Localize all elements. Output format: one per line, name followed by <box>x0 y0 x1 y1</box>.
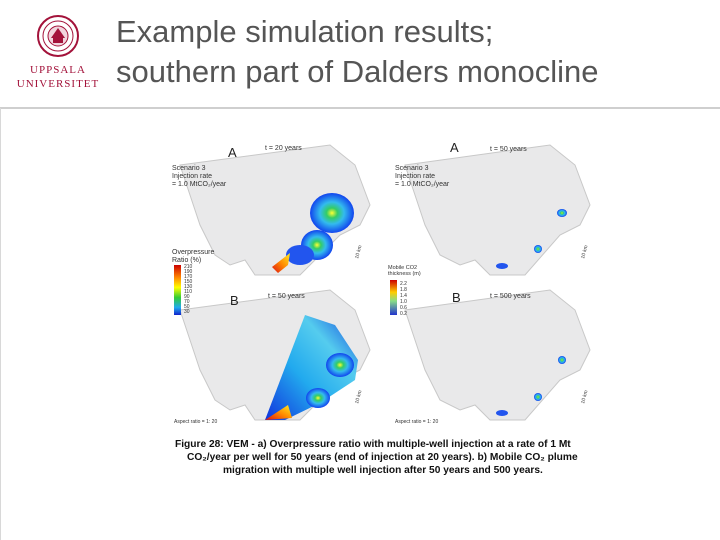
legend-value: 0.2 <box>400 311 407 317</box>
legend-title-line: Overpressure <box>172 249 215 256</box>
slide-title <box>116 12 598 92</box>
legend-value: 130 <box>184 284 193 290</box>
legend-value: 110 <box>184 289 192 295</box>
scenario-note-1 <box>172 165 226 189</box>
legend-value: 0.6 <box>400 305 407 311</box>
time-label-1: t = 20 years <box>265 145 302 152</box>
scale-label-4: 10 km <box>580 389 590 405</box>
legend-value: 90 <box>184 294 190 300</box>
co2-legend-title <box>388 265 421 277</box>
scenario-note-2 <box>395 165 449 189</box>
header-divider <box>0 107 720 109</box>
uppsala-logo <box>10 10 106 102</box>
legend-title-line: Mobile CO2 <box>388 265 418 271</box>
legend-value: 50 <box>184 304 190 310</box>
panel-label-1: A <box>228 145 237 160</box>
legend-value: 1.8 <box>400 287 407 293</box>
co2-legend-bar <box>390 280 397 315</box>
legend-value: 190 <box>184 269 193 275</box>
co2-legend-values <box>400 281 407 317</box>
overpressure-legend-title <box>172 249 214 265</box>
legend-value: 1.0 <box>400 299 407 305</box>
panel-label-2: A <box>450 140 459 155</box>
caption-line-2: CO₂/year per well for 50 years (end of injection at 20 years). b) Mobile CO₂ plume <box>187 452 578 463</box>
legend-title-line: thickness (m) <box>388 271 421 277</box>
aspect-ratio-label-1: Aspect ratio = 1: 20 <box>174 419 218 425</box>
title-line-2: southern part of Dalders monocline <box>116 54 599 89</box>
logo-line-1: UPPSALA <box>30 64 86 76</box>
simulation-figure <box>160 135 610 480</box>
title-line-1: Example simulation results; <box>116 14 494 49</box>
scale-label-1: 10 km <box>354 244 364 260</box>
figure-caption <box>175 438 625 477</box>
time-label-3: t = 50 years <box>268 293 305 300</box>
scenario-line: Injection rate <box>395 173 436 180</box>
overpressure-legend-bar <box>174 265 181 315</box>
panel-b-50-years <box>180 290 370 420</box>
scale-label-3: 10 km <box>354 389 364 405</box>
legend-value: 30 <box>184 309 190 315</box>
caption-line-1: Figure 28: VEM - a) Overpressure ratio with multiple-well injection at a rate of 1 Mt <box>175 439 571 450</box>
panel-b-500-years <box>405 290 590 420</box>
simulation-maps <box>160 135 610 435</box>
panel-label-3: B <box>230 293 239 308</box>
time-label-4: t = 500 years <box>490 293 531 300</box>
legend-title-line: Ratio (%) <box>172 257 202 264</box>
left-border <box>0 108 1 540</box>
scenario-line: Scenario 3 <box>395 165 429 172</box>
panel-label-4: B <box>452 290 461 305</box>
scenario-line: = 1.0 MtCO₂/year <box>172 181 227 188</box>
logo-line-2: UNIVERSITET <box>16 78 100 90</box>
time-label-2: t = 50 years <box>490 146 527 153</box>
scenario-line: Scenario 3 <box>172 165 206 172</box>
caption-line-3: migration with multiple well injection after 50 years and 500 years. <box>223 465 543 476</box>
legend-value: 70 <box>184 299 190 305</box>
legend-value: 210 <box>184 264 193 270</box>
overpressure-legend-values <box>184 265 192 315</box>
aspect-ratio-label-2: Aspect ratio = 1: 20 <box>395 419 439 425</box>
scenario-line: = 1.0 MtCO₂/year <box>395 181 450 188</box>
slide-header <box>0 0 720 108</box>
legend-value: 170 <box>184 274 193 280</box>
university-seal-icon <box>36 14 80 58</box>
legend-value: 2.2 <box>400 281 407 287</box>
legend-value: 150 <box>184 279 193 285</box>
scale-label-2: 10 km <box>580 244 590 260</box>
legend-value: 1.4 <box>400 293 407 299</box>
scenario-line: Injection rate <box>172 173 213 180</box>
